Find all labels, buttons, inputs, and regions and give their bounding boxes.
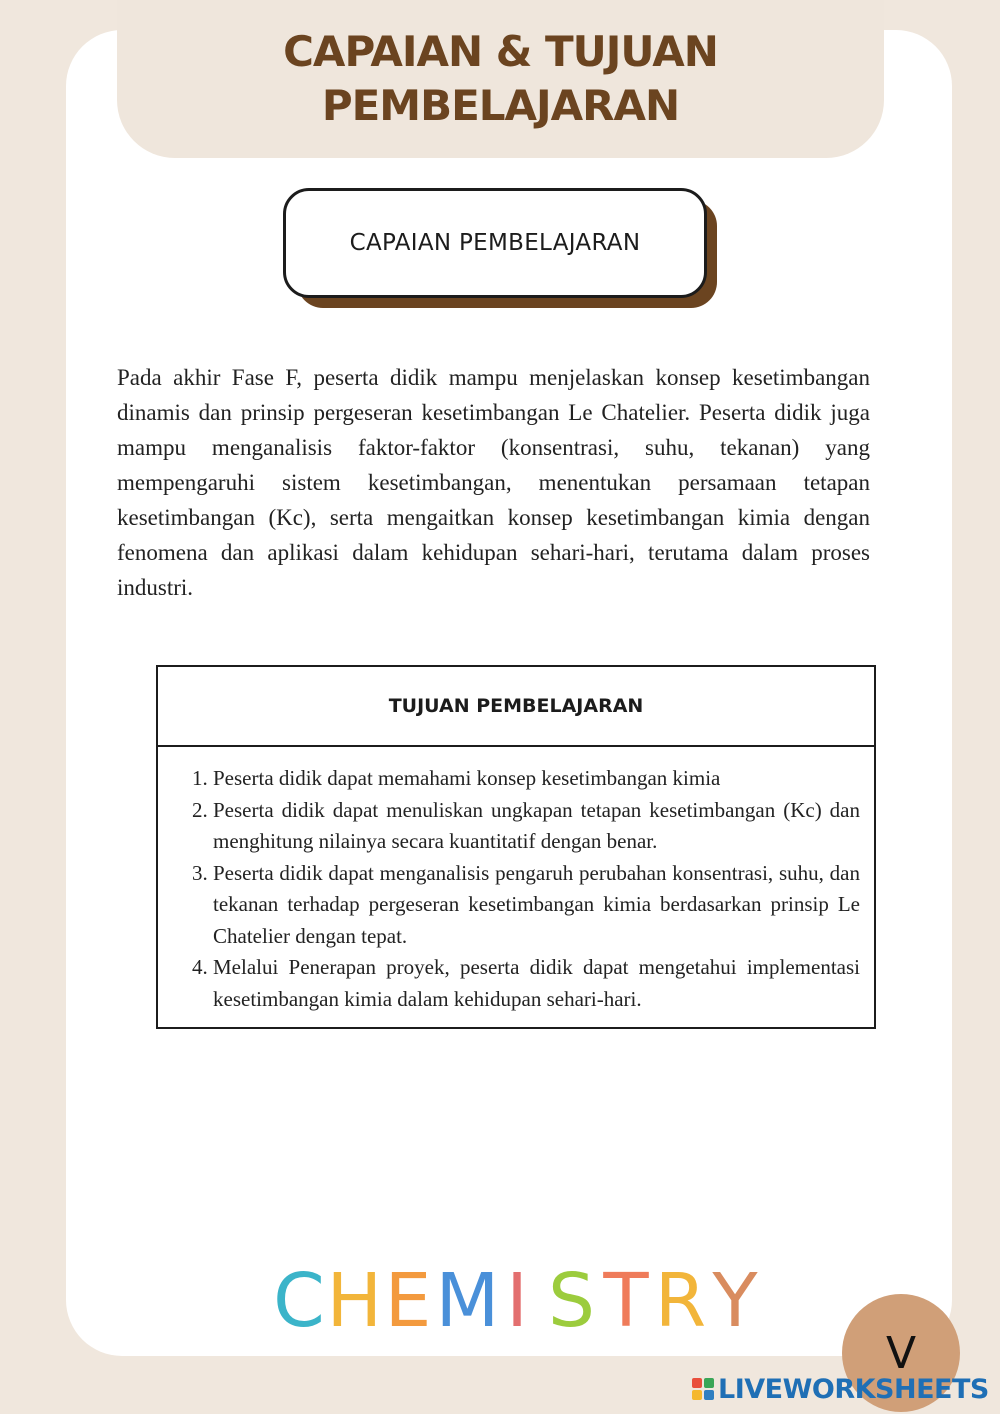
list-item <box>192 763 860 795</box>
capaian-label-box <box>283 188 707 298</box>
chemistry-letter: C <box>273 1258 325 1344</box>
tujuan-table <box>156 665 876 1029</box>
logo-square <box>704 1390 714 1400</box>
liveworksheets-icon <box>692 1378 714 1400</box>
list-item <box>192 795 860 858</box>
list-item-number: 1. <box>192 766 208 790</box>
title-banner <box>117 0 884 158</box>
logo-square <box>692 1378 702 1388</box>
tujuan-label: TUJUAN PEMBELAJARAN <box>388 695 644 717</box>
list-item <box>192 858 860 953</box>
capaian-paragraph: Pada akhir Fase F, peserta didik mampu menjelaskan konsep kesetimbangan dinamis dan prinsip pergeseran kesetimbangan Le Chatelier. Peserta didik juga mampu menganalisis faktor-faktor (konsentrasi, suhu, tekanan) yang mempengaruhi sistem kesetimbangan, menentukan persamaan tetapan kesetimbangan (Kc), serta mengaitkan konsep kesetimbangan kimia dengan fenomena dan aplikasi dalam kehidupan sehari-hari, terutama dalam proses industri. <box>117 365 870 600</box>
tujuan-header <box>158 667 874 747</box>
chemistry-letter: H <box>326 1258 383 1344</box>
list-item-text: Peserta didik dapat menganalisis pengaruh perubahan konsentrasi, suhu, dan tekanan terhadap pergeseran kesetimbangan kimia berdasarkan prinsip Le Chatelier dengan tepat. <box>213 860 860 948</box>
chemistry-letter: S <box>548 1258 595 1344</box>
list-item-text: Melalui Penerapan proyek, peserta didik dapat mengetahui implementasi kesetimbangan kimia dalam kehidupan sehari-hari. <box>213 955 860 1011</box>
list-item-number: 4. <box>192 955 208 979</box>
page-title-line-2: PEMBELAJARAN <box>321 81 680 130</box>
list-item <box>192 952 860 1015</box>
list-item-number: 3. <box>192 860 208 885</box>
grade-badge-label: V <box>885 1327 917 1379</box>
tujuan-list <box>158 747 874 1015</box>
liveworksheets-logo <box>692 1373 989 1405</box>
logo-square <box>692 1390 702 1400</box>
chemistry-letter: Y <box>712 1258 758 1344</box>
chemistry-letter: R <box>654 1258 707 1344</box>
chemistry-letter: E <box>384 1258 432 1344</box>
chemistry-letter: T <box>603 1258 649 1344</box>
chemistry-illustration <box>272 1258 762 1344</box>
list-item-number: 2. <box>192 797 208 822</box>
capaian-label: CAPAIAN PEMBELAJARAN <box>349 230 641 256</box>
page-title-line-1: CAPAIAN & TUJUAN <box>283 27 718 76</box>
list-item-text: Peserta didik dapat menuliskan ungkapan tetapan kesetimbangan (Kc) dan menghitung nilainya secara kuantitatif dengan benar. <box>213 797 860 853</box>
logo-square <box>704 1378 714 1388</box>
chemistry-letter: I <box>506 1258 528 1344</box>
liveworksheets-text: LIVEWORKSHEETS <box>718 1373 989 1405</box>
list-item-text: Peserta didik dapat memahami konsep kesetimbangan kimia <box>213 766 721 790</box>
chemistry-letter: M <box>435 1258 500 1344</box>
